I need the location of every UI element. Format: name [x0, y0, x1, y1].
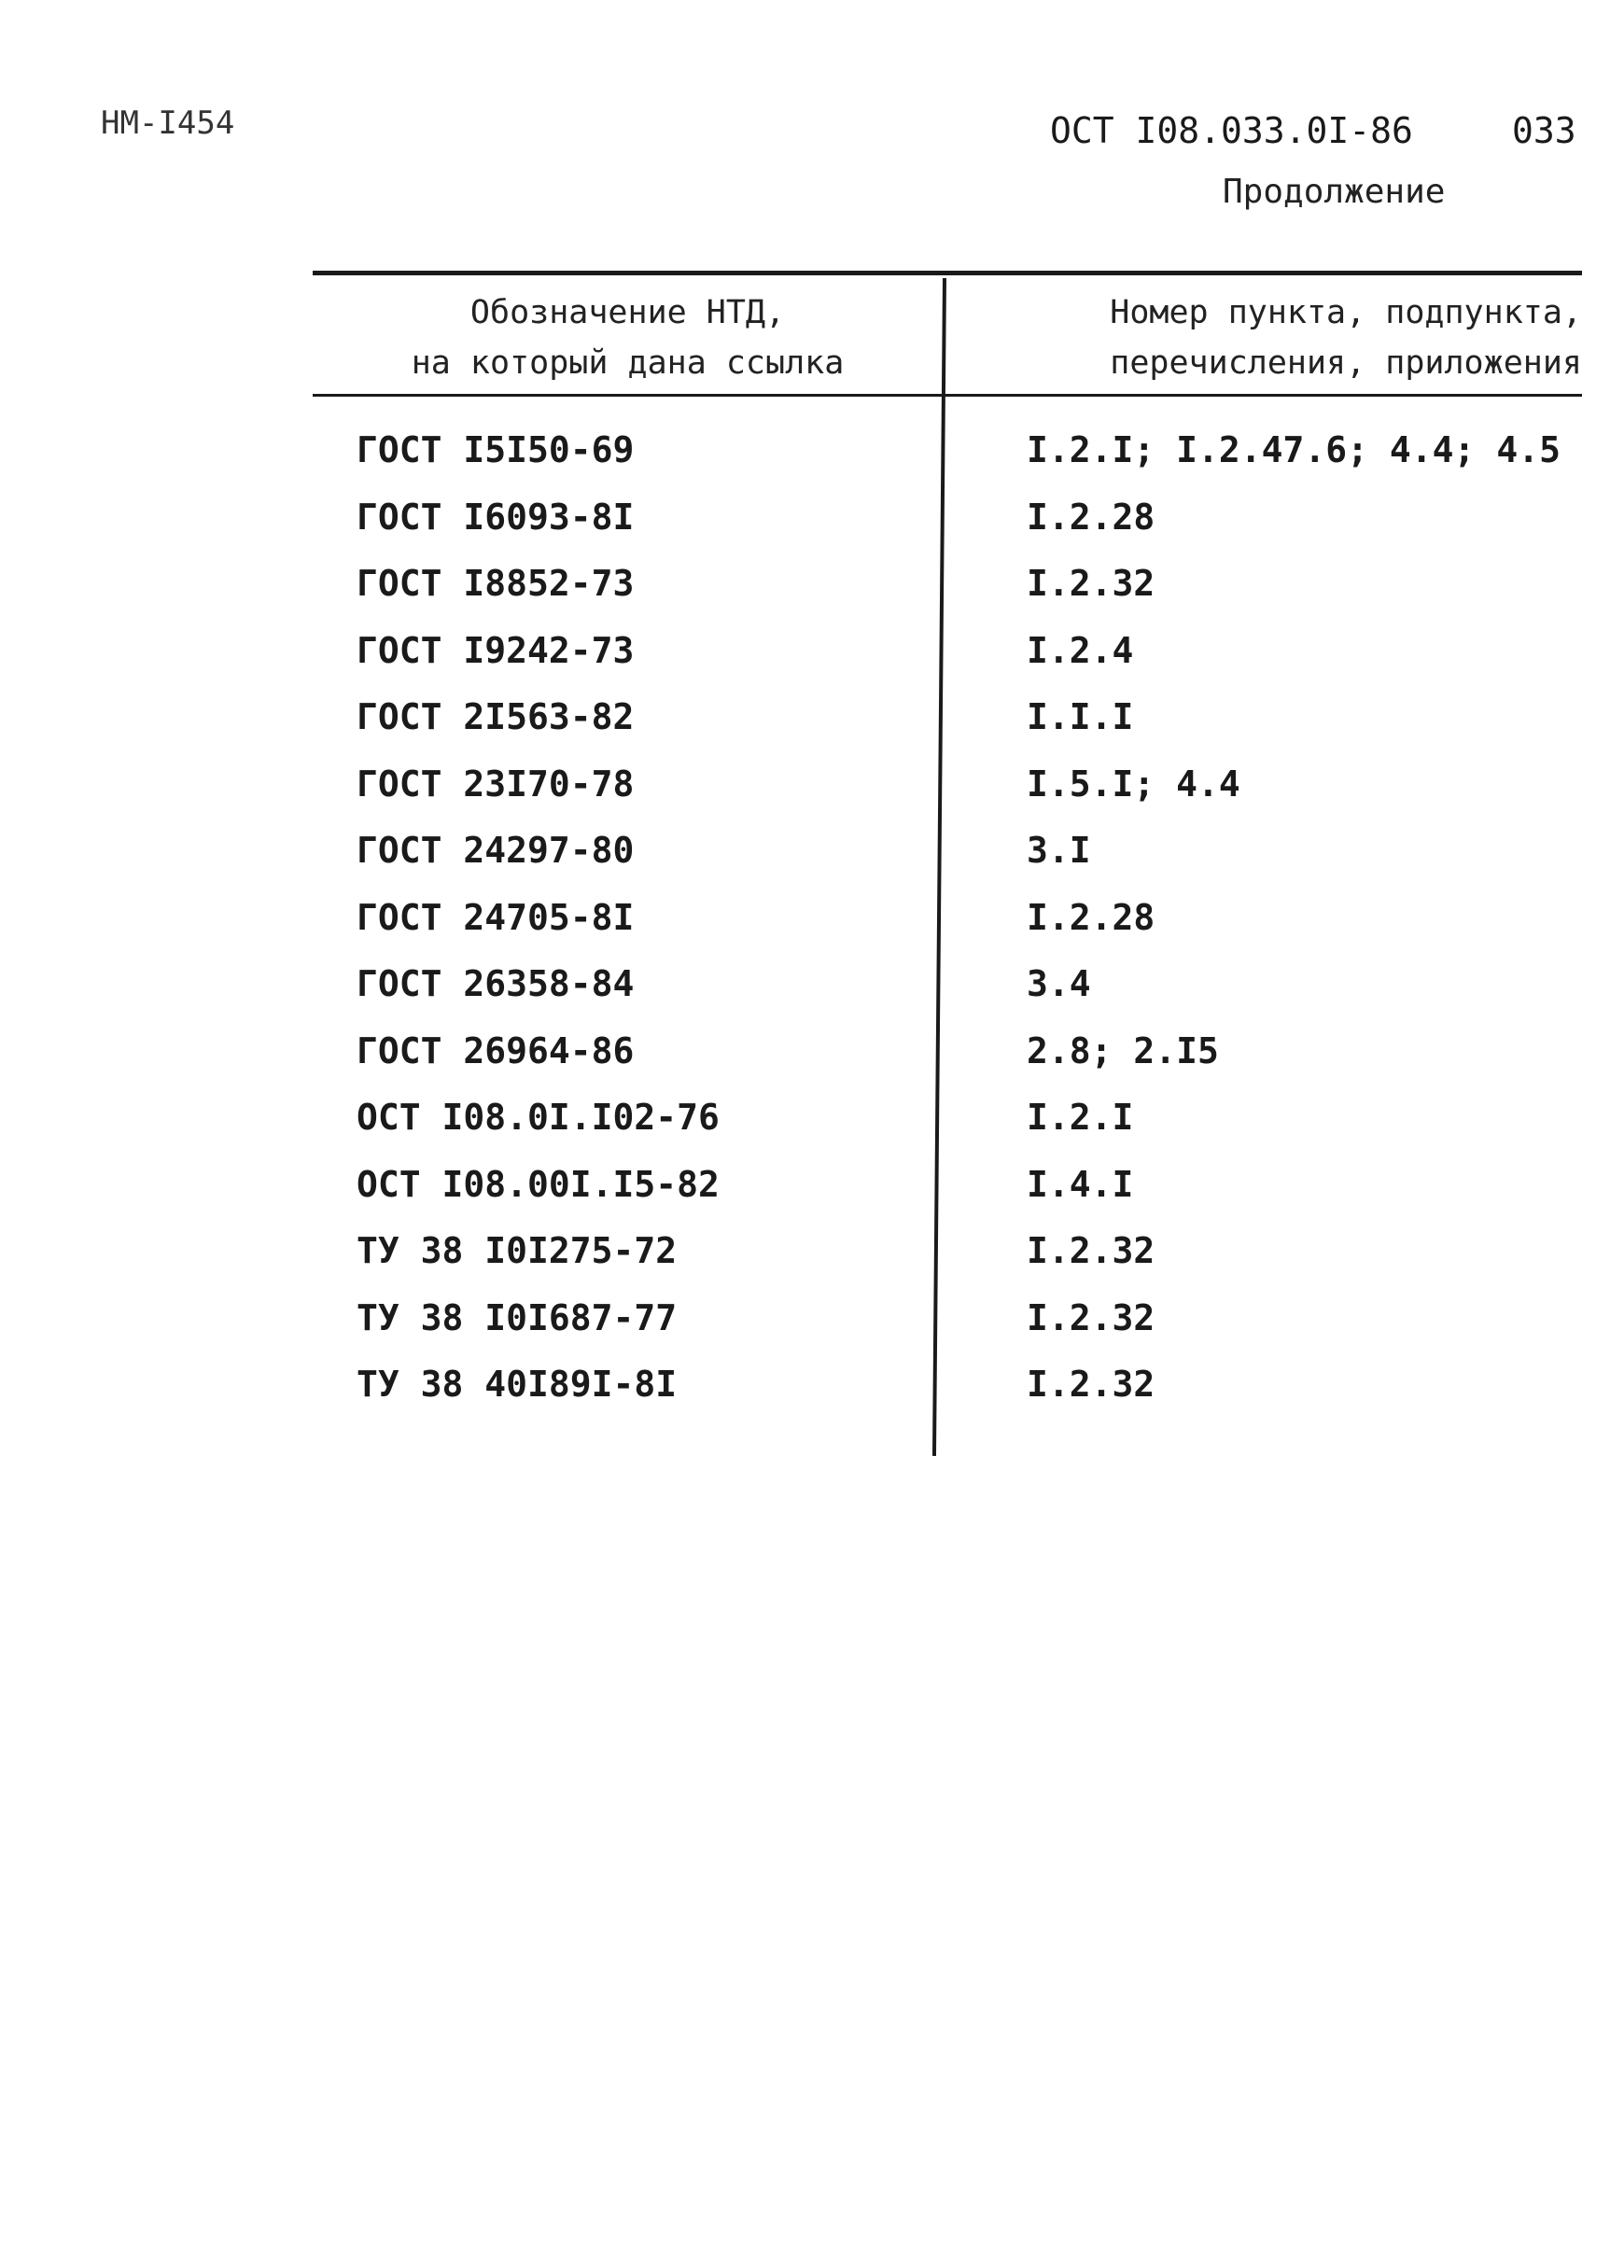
clause-reference: I.I.I [1027, 696, 1134, 737]
table-row [313, 830, 1582, 897]
table-row [313, 563, 1582, 630]
column-header-document [313, 287, 943, 388]
clause-reference: I.2.32 [1027, 1364, 1155, 1405]
document-designation: ГОСТ I5I50-69 [357, 429, 635, 470]
table-row [313, 1364, 1582, 1431]
table-row [313, 963, 1582, 1030]
clause-reference: I.2.I; I.2.47.6; 4.4; 4.5 [1027, 429, 1561, 470]
document-designation: ГОСТ 26358-84 [357, 963, 635, 1004]
document-designation: ТУ 38 I0I687-77 [357, 1296, 678, 1338]
table-body [313, 429, 1582, 1431]
header-bottom-rule [313, 394, 1582, 397]
table-row [313, 1164, 1582, 1231]
column-header-document-line1: Обозначение НТД, [469, 294, 786, 331]
table-row [313, 1297, 1582, 1365]
reference-table [313, 271, 1582, 1456]
clause-reference: 3.I [1027, 830, 1091, 871]
document-designation: ГОСТ 23I70-78 [357, 763, 635, 805]
table-top-rule [313, 271, 1582, 275]
column-header-reference [966, 287, 1582, 388]
clause-reference: I.2.32 [1027, 563, 1155, 604]
table-row [313, 630, 1582, 697]
table-row [313, 763, 1582, 831]
clause-reference: 3.4 [1027, 963, 1091, 1004]
standard-code: ОСТ I08.033.0I-86 [1050, 110, 1413, 151]
clause-reference: I.2.28 [1027, 496, 1155, 538]
clause-reference: I.2.32 [1027, 1296, 1155, 1338]
document-designation: ГОСТ 2I563-82 [357, 696, 635, 737]
document-designation: ГОСТ 24705-8I [357, 896, 635, 938]
table-row [313, 696, 1582, 763]
document-designation: ГОСТ I6093-8I [357, 496, 635, 538]
document-designation: ГОСТ 26964-86 [357, 1029, 635, 1071]
clause-reference: I.2.I [1027, 1097, 1134, 1138]
table-row [313, 1097, 1582, 1164]
document-designation: ГОСТ I9242-73 [357, 629, 635, 671]
document-designation: ТУ 38 I0I275-72 [357, 1230, 678, 1271]
document-designation: ГОСТ 24297-80 [357, 830, 635, 871]
clause-reference: I.2.32 [1027, 1230, 1155, 1271]
document-designation: ОСТ I08.00I.I5-82 [357, 1163, 720, 1205]
continuation-label: Продолжение [1223, 173, 1446, 211]
clause-reference: I.5.I; 4.4 [1027, 763, 1240, 805]
table-row [313, 429, 1582, 497]
table-row [313, 1230, 1582, 1297]
table-row [313, 897, 1582, 964]
column-header-reference-line1: Номер пункта, подпункта, [1110, 294, 1582, 331]
column-header-document-line2: на который дана ссылка [411, 344, 845, 382]
column-header-reference-line2: перечисления, приложения [1110, 344, 1582, 382]
clause-reference: I.2.28 [1027, 896, 1155, 938]
document-designation: ОСТ I08.0I.I02-76 [357, 1097, 720, 1138]
document-code: НМ-I454 [101, 105, 235, 142]
clause-reference: 2.8; 2.I5 [1027, 1029, 1219, 1071]
table-row [313, 497, 1582, 564]
clause-reference: I.4.I [1027, 1163, 1134, 1205]
clause-reference: I.2.4 [1027, 629, 1134, 671]
table-row [313, 1030, 1582, 1098]
page-number: 033 [1512, 110, 1576, 151]
document-designation: ТУ 38 40I89I-8I [357, 1364, 678, 1405]
document-designation: ГОСТ I8852-73 [357, 563, 635, 604]
